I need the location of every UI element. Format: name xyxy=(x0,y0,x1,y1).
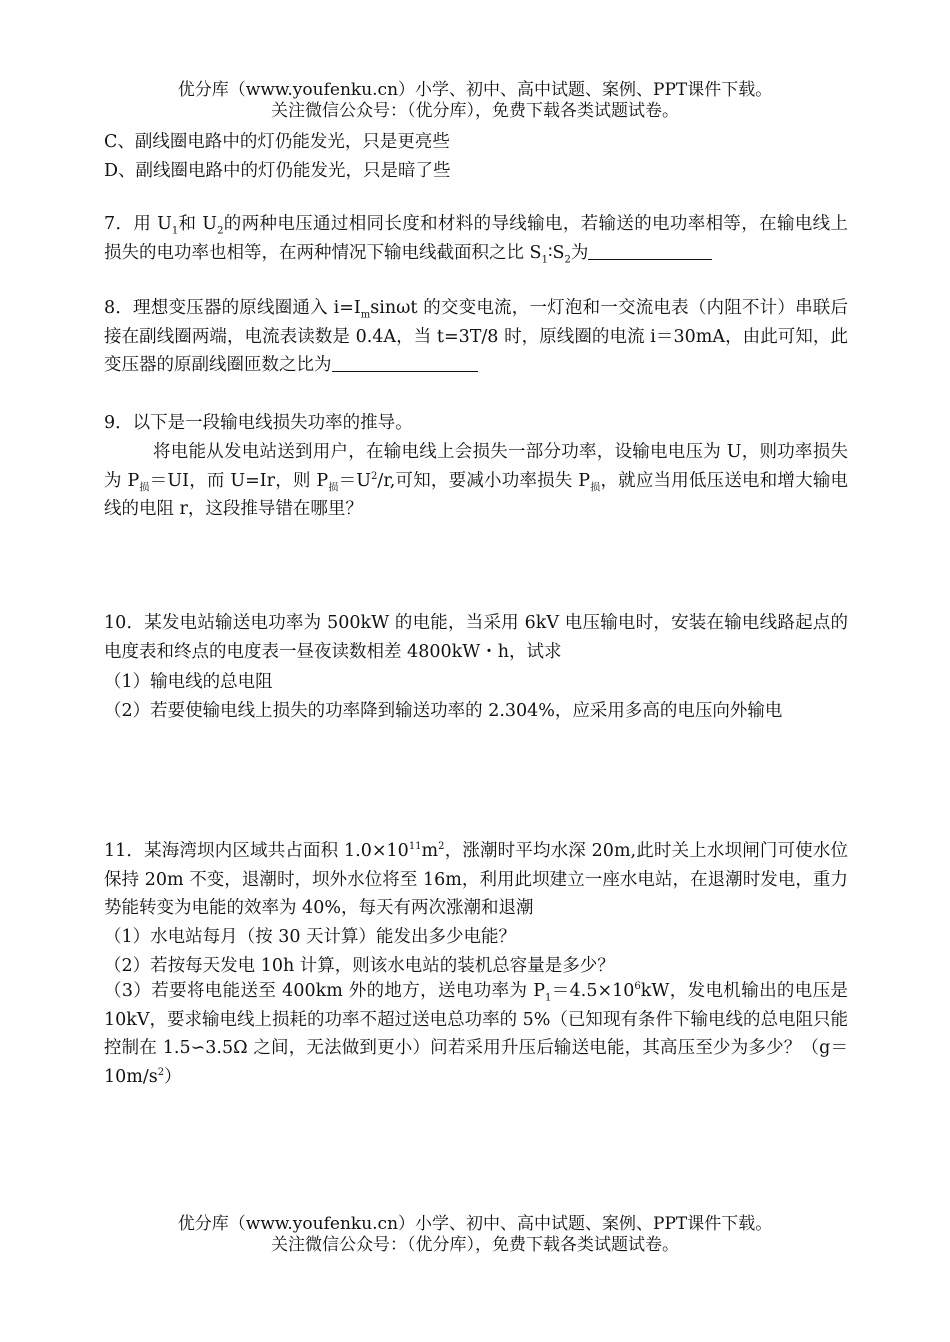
q11-sup-2: 2 xyxy=(438,841,445,853)
q7-text-1: 7．用 U xyxy=(104,214,172,234)
question-11-stem xyxy=(104,837,848,923)
q11-part3-text-4: ） xyxy=(164,1066,182,1087)
q9-sub-1: 损 xyxy=(139,482,150,494)
q8-sub-1: m xyxy=(360,309,371,321)
q9-text-2: ＝UI，而 U=Ir，则 P xyxy=(149,470,329,491)
q9-sub-3: 损 xyxy=(590,482,601,494)
question-9-body xyxy=(104,438,848,524)
q11-part3-text-2: ＝4.5×10 xyxy=(551,981,635,1001)
option-d: D、副线圈电路中的灯仍能发光，只是暗了些 xyxy=(104,161,451,181)
q11-part3-sub: 1 xyxy=(545,992,552,1004)
q11-part3-sup: 6 xyxy=(634,981,641,993)
q11-text-1: 11．某海湾坝内区域共占面积 1.0×10 xyxy=(104,841,409,861)
q11-part3-text-3: kW，发电机输出的电压是 10kV，要求输电线上损耗的功率不超过送电总功率的 5%（已知现有条件下输电线的总电阻只能控制在 1.5∽3.5Ω 之间，无法做到更小）问若采用升压后输送电能，其高压至少为多少？（g＝10m/s xyxy=(104,981,849,1087)
q9-text-4: /r,可知，要减小功率损失 P xyxy=(377,470,591,491)
page-header xyxy=(0,80,950,122)
q11-part3-text-1: （3）若要将电能送至 400km 外的地方，送电功率为 P xyxy=(104,981,546,1001)
q9-sup-1: 2 xyxy=(371,470,378,482)
header-line-1: 优分库（www.youfenku.cn）小学、初中、高中试题、案例、PPT课件下载。 xyxy=(177,80,773,100)
footer-line-2: 关注微信公众号：（优分库），免费下载各类试题试卷。 xyxy=(271,1235,679,1255)
q9-text-1: 将电能从发电站送到用户，在输电线上会损失一部分功率，设输电电压为 U，则功率损失为 P xyxy=(104,442,848,491)
question-8 xyxy=(104,294,848,380)
q7-answer-blank[interactable] xyxy=(588,242,712,260)
q7-sub-1: 1 xyxy=(171,225,179,237)
question-10-part-2: （2）若要使输电线上损失的功率降到输送功率的 2.304%，应采用多高的电压向外输电 xyxy=(104,701,783,721)
q9-text-3: ＝U xyxy=(338,470,372,491)
q8-answer-blank[interactable] xyxy=(332,354,478,372)
q7-text-5: 为 xyxy=(570,242,589,263)
question-11-part-2: （2）若按每天发电 10h 计算，则该水电站的装机总容量是多少？ xyxy=(104,956,615,976)
q11-text-3: ，涨潮时平均水深 20m,此时关上水坝闸门可使水位保持 20m 不变，退潮时，坝外水位将至 16m，利用此坝建立一座水电站，在退潮时发电，重力势能转变为电能的效率为 40%，每天有两次涨潮和退潮 xyxy=(104,841,848,919)
q7-text-3: 的两种电压通过相同长度和材料的导线输电，若输送的电功率相等，在输电线上损失的电功率也相等，在两种情况下输电线截面积之比 S xyxy=(104,214,849,263)
question-10-stem: 10．某发电站输送电功率为 500kW 的电能，当采用 6kV 电压输电时，安装在输电线路起点的电度表和终点的电度表一昼夜读数相差 4800kW・h，试求 xyxy=(104,613,848,662)
question-11-part-3 xyxy=(104,977,848,1091)
footer-line-1: 优分库（www.youfenku.cn）小学、初中、高中试题、案例、PPT课件下载。 xyxy=(177,1214,773,1234)
q8-text-2: sinωt 的交变电流，一灯泡和一交流电表（内阻不计）串联后接在副线圈两端，电流表读数是 0.4A，当 t=3T/8 时，原线圈的电流 i＝30mA，由此可知，此变压器的原副线圈匝数之比为 xyxy=(104,298,848,376)
q9-sub-2: 损 xyxy=(328,482,339,494)
question-7 xyxy=(104,210,848,267)
q7-text-2: 和 U xyxy=(178,214,218,234)
question-9-title: 9．以下是一段输电线损失功率的推导。 xyxy=(104,413,413,433)
q9-text-5: ，就应当用低压送电和增大输电线的电阻 r，这段推导错在哪里？ xyxy=(104,470,849,520)
q7-sub-3: 1 xyxy=(541,254,548,266)
q11-text-2: m xyxy=(421,841,439,861)
q7-text-4: ∶S xyxy=(547,242,565,263)
question-10-part-1: （1）输电线的总电阻 xyxy=(104,672,273,692)
q11-part3-sup-2: 2 xyxy=(157,1066,165,1078)
question-11-part-1: （1）水电站每月（按 30 天计算）能发出多少电能？ xyxy=(104,927,517,947)
q8-text-1: 8．理想变压器的原线圈通入 i=I xyxy=(104,298,361,318)
page-footer xyxy=(0,1214,950,1256)
q11-sup-1: 11 xyxy=(408,841,422,853)
option-c: C、副线圈电路中的灯仍能发光，只是更亮些 xyxy=(104,132,450,152)
q7-sub-2: 2 xyxy=(217,225,224,237)
header-line-2: 关注微信公众号：（优分库），免费下载各类试题试卷。 xyxy=(271,101,679,121)
q7-sub-4: 2 xyxy=(564,254,571,266)
